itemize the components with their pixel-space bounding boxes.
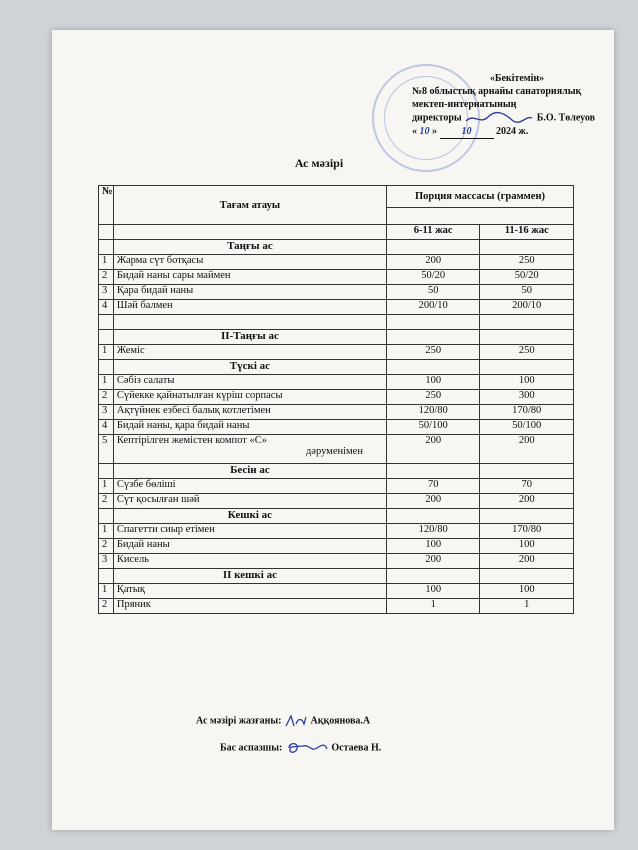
spacer-row bbox=[99, 315, 574, 330]
meal-header-row bbox=[99, 240, 574, 255]
item-number: 5 bbox=[99, 435, 114, 464]
table-row bbox=[99, 375, 574, 390]
item-name-text: Жарма сүт ботқасы bbox=[116, 255, 204, 266]
meal-name: Таңғы ас bbox=[113, 240, 386, 255]
portion-11-16: 200 bbox=[480, 554, 574, 569]
item-number: 2 bbox=[99, 539, 114, 554]
menu-table bbox=[98, 185, 574, 614]
item-name-text: Ақтүйнек езбесі балық котлетімен bbox=[116, 405, 271, 416]
item-name-text: Сүзбе бөліші bbox=[116, 479, 176, 490]
meal-header-row bbox=[99, 330, 574, 345]
item-name-text: Сүйекке қайнатылған күріш сорпасы bbox=[116, 390, 283, 401]
meal-name: II-Таңғы ас bbox=[113, 330, 386, 345]
approval-line-2: мектеп-интернатының bbox=[412, 99, 517, 110]
item-name bbox=[113, 420, 386, 435]
portion-11-16: 100 bbox=[480, 375, 574, 390]
portion-6-11: 70 bbox=[386, 479, 480, 494]
chef-name: Остаева Н. bbox=[331, 742, 382, 754]
meal-name: Бесін ас bbox=[113, 464, 386, 479]
portion-6-11: 100 bbox=[386, 539, 480, 554]
item-number: 3 bbox=[99, 554, 114, 569]
age-header-row bbox=[99, 225, 574, 240]
portion-11-16: 200 bbox=[480, 494, 574, 509]
item-name bbox=[113, 285, 386, 300]
item-name-text: Жеміс bbox=[116, 345, 145, 356]
portion-11-16: 170/80 bbox=[480, 524, 574, 539]
portion-6-11: 250 bbox=[386, 390, 480, 405]
director-signature bbox=[464, 111, 534, 125]
table-row bbox=[99, 390, 574, 405]
table-row bbox=[99, 270, 574, 285]
item-number: 4 bbox=[99, 420, 114, 435]
date-month: 10 bbox=[461, 126, 472, 137]
meal-header-row bbox=[99, 569, 574, 584]
portion-6-11: 50 bbox=[386, 285, 480, 300]
table-row bbox=[99, 420, 574, 435]
item-number: 1 bbox=[99, 345, 114, 360]
date-year: 2024 ж. bbox=[496, 126, 529, 137]
item-name bbox=[113, 599, 386, 614]
portion-6-11: 120/80 bbox=[386, 524, 480, 539]
col-portion-header: Порция массасы (граммен) bbox=[386, 186, 573, 208]
item-number: 2 bbox=[99, 599, 114, 614]
item-number: 2 bbox=[99, 390, 114, 405]
portion-11-16: 250 bbox=[480, 345, 574, 360]
portion-6-11: 1 bbox=[386, 599, 480, 614]
meal-name: Түскі ас bbox=[113, 360, 386, 375]
table-row bbox=[99, 539, 574, 554]
item-name-text: Кисель bbox=[116, 554, 149, 565]
approval-date bbox=[412, 125, 622, 139]
portion-6-11: 120/80 bbox=[386, 405, 480, 420]
portion-11-16: 170/80 bbox=[480, 405, 574, 420]
table-row bbox=[99, 524, 574, 539]
portion-6-11: 200 bbox=[386, 494, 480, 509]
item-name bbox=[113, 539, 386, 554]
approval-line-3 bbox=[412, 111, 622, 125]
item-name-text: Бидай наны, қара бидай наны bbox=[116, 420, 250, 431]
portion-11-16: 200/10 bbox=[480, 300, 574, 315]
item-name bbox=[113, 270, 386, 285]
item-number: 3 bbox=[99, 285, 114, 300]
portion-11-16: 50 bbox=[480, 285, 574, 300]
item-name-text: Бидай наны bbox=[116, 539, 170, 550]
item-name-text: Сүт қосылған шәй bbox=[116, 494, 200, 505]
item-number: 3 bbox=[99, 405, 114, 420]
item-name bbox=[113, 494, 386, 509]
meal-header-row bbox=[99, 464, 574, 479]
item-name bbox=[113, 435, 386, 464]
item-name-continuation: дәруменімен bbox=[305, 446, 363, 457]
item-name-text: Спагетти сиыр етімен bbox=[116, 524, 215, 535]
table-row bbox=[99, 584, 574, 599]
approval-block bbox=[412, 72, 622, 139]
menu-author-label: Ас мәзірі жазғаны: bbox=[196, 715, 282, 727]
meal-name: Кешкі ас bbox=[113, 509, 386, 524]
page-title: Ас мәзірі bbox=[294, 156, 344, 170]
portion-6-11: 200 bbox=[386, 435, 480, 464]
item-name bbox=[113, 300, 386, 315]
date-day: 10 bbox=[419, 126, 430, 137]
portion-6-11: 50/100 bbox=[386, 420, 480, 435]
menu-author-signature bbox=[284, 714, 308, 728]
chef-line bbox=[220, 740, 381, 756]
item-number: 1 bbox=[99, 375, 114, 390]
item-name-text: Пряник bbox=[116, 599, 151, 610]
table-header-row bbox=[99, 186, 574, 208]
portion-6-11: 250 bbox=[386, 345, 480, 360]
age-group-2: 11-16 жас bbox=[480, 225, 574, 240]
date-quote-open: « bbox=[412, 126, 417, 137]
table-row bbox=[99, 435, 574, 464]
meal-header-row bbox=[99, 360, 574, 375]
item-name-text: Кептірілген жемістен компот «С» bbox=[116, 435, 267, 446]
portion-11-16: 100 bbox=[480, 539, 574, 554]
portion-11-16: 50/20 bbox=[480, 270, 574, 285]
menu-author-name: Аққоянова.А bbox=[310, 715, 371, 727]
item-name-text: Бидай наны сары маймен bbox=[116, 270, 231, 281]
approval-line-1: №8 облыстық арнайы санаториялық bbox=[412, 86, 582, 97]
item-name bbox=[113, 345, 386, 360]
age-group-1: 6-11 жас bbox=[386, 225, 480, 240]
portion-11-16: 250 bbox=[480, 255, 574, 270]
table-row bbox=[99, 405, 574, 420]
table-row bbox=[99, 554, 574, 569]
item-number: 1 bbox=[99, 584, 114, 599]
table-row bbox=[99, 479, 574, 494]
item-number: 1 bbox=[99, 255, 114, 270]
portion-6-11: 200/10 bbox=[386, 300, 480, 315]
chef-label: Бас аспазшы: bbox=[220, 742, 283, 754]
item-name-text: Сәбіз салаты bbox=[116, 375, 175, 386]
table-row bbox=[99, 345, 574, 360]
item-number: 1 bbox=[99, 524, 114, 539]
item-name bbox=[113, 479, 386, 494]
portion-11-16: 300 bbox=[480, 390, 574, 405]
portion-6-11: 200 bbox=[386, 554, 480, 569]
chef-signature bbox=[285, 740, 329, 756]
item-number: 2 bbox=[99, 494, 114, 509]
table-row bbox=[99, 494, 574, 509]
col-number-header: № bbox=[99, 186, 114, 225]
col-name-header: Тағам атауы bbox=[113, 186, 386, 225]
portion-11-16: 1 bbox=[480, 599, 574, 614]
portion-6-11: 200 bbox=[386, 255, 480, 270]
table-row bbox=[99, 285, 574, 300]
meal-name: II кешкі ас bbox=[113, 569, 386, 584]
item-number: 2 bbox=[99, 270, 114, 285]
item-number: 4 bbox=[99, 300, 114, 315]
table-row bbox=[99, 300, 574, 315]
item-name bbox=[113, 390, 386, 405]
approval-heading: «Бекітемін» bbox=[489, 73, 545, 84]
item-name-text: Қатық bbox=[116, 584, 146, 595]
portion-6-11: 50/20 bbox=[386, 270, 480, 285]
approval-position: директоры bbox=[412, 112, 462, 124]
item-name bbox=[113, 554, 386, 569]
portion-11-16: 100 bbox=[480, 584, 574, 599]
item-name bbox=[113, 255, 386, 270]
item-name bbox=[113, 405, 386, 420]
date-quote-close: » bbox=[432, 126, 437, 137]
table-row bbox=[99, 255, 574, 270]
table-row bbox=[99, 599, 574, 614]
portion-11-16: 50/100 bbox=[480, 420, 574, 435]
item-name-text: Шәй балмен bbox=[116, 300, 173, 311]
menu-author-line bbox=[196, 714, 370, 728]
portion-6-11: 100 bbox=[386, 375, 480, 390]
item-name bbox=[113, 524, 386, 539]
portion-11-16: 70 bbox=[480, 479, 574, 494]
meal-header-row bbox=[99, 509, 574, 524]
director-name: Б.О. Төлеуов bbox=[536, 112, 595, 124]
portion-11-16: 200 bbox=[480, 435, 574, 464]
item-name-text: Қара бидай наны bbox=[116, 285, 194, 296]
portion-6-11: 100 bbox=[386, 584, 480, 599]
item-number: 1 bbox=[99, 479, 114, 494]
item-name bbox=[113, 584, 386, 599]
item-name bbox=[113, 375, 386, 390]
